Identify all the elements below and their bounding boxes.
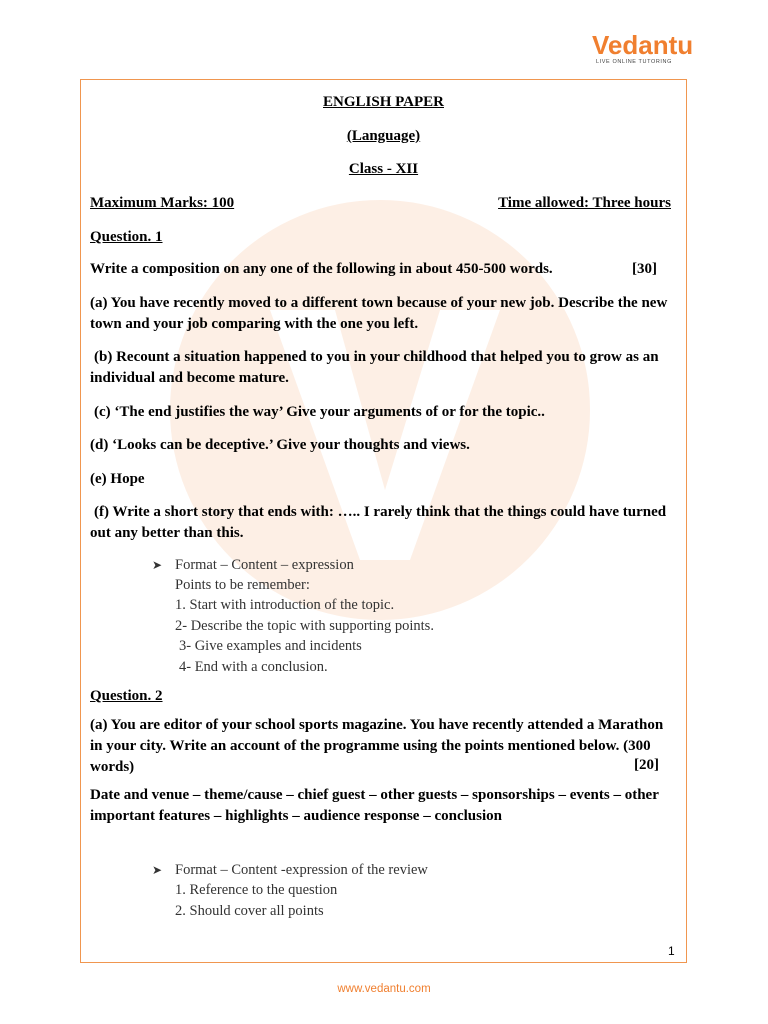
q1-marks: [30]: [632, 261, 657, 277]
paper-subtitle: (Language): [346, 128, 421, 144]
q2-note: 1. Reference to the question: [175, 882, 338, 898]
q1-option-a: (a) You have recently moved to a different town because of your new job. Describe the new town and your job comparing with the one you left.: [90, 295, 668, 332]
arrow-bullet-icon: ➤: [152, 558, 163, 572]
q1-option-f: (f) Write a short story that ends with: ….. I rarely think that the things could have turned out any better than this.: [90, 504, 667, 541]
q1-note: Format – Content – expression: [175, 557, 354, 573]
class-label: Class - XII: [348, 161, 419, 177]
footer-url[interactable]: www.vedantu.com: [337, 983, 431, 995]
q2-part-a: (a) You are editor of your school sports magazine. You have recently attended a Marathon in your city. Write an account of the programme using the points mentioned below. (300 words): [90, 717, 664, 775]
page-number: 1: [668, 944, 675, 958]
q1-note: Points to be remember:: [175, 577, 310, 593]
vedantu-logo: [592, 30, 694, 70]
q1-note: 1. Start with introduction of the topic.: [175, 597, 395, 613]
q1-option-d: (d) ‘Looks can be deceptive.’ Give your thoughts and views.: [90, 437, 470, 453]
question-1-heading: Question. 1: [90, 229, 163, 245]
q1-option-b: (b) Recount a situation happened to you in your childhood that helped you to grow as an individual and become mature.: [90, 349, 659, 386]
paper-title: ENGLISH PAPER: [323, 94, 444, 110]
question-2-heading: Question. 2: [90, 688, 163, 704]
q1-option-e: (e) Hope: [90, 471, 145, 487]
logo-wordmark: Vedantu: [592, 30, 694, 60]
q2-marks: [20]: [634, 757, 659, 773]
q1-note: 4- End with a conclusion.: [179, 659, 328, 675]
q2-points: Date and venue – theme/cause – chief guest – other guests – sponsorships – events – other important features – highlights – audience response – conclusion: [90, 787, 659, 824]
logo-tagline: LIVE ONLINE TUTORING: [596, 59, 672, 65]
q2-note: 2. Should cover all points: [175, 903, 324, 919]
arrow-bullet-icon: ➤: [152, 863, 163, 877]
q1-instruction: Write a composition on any one of the following in about 450-500 words.: [90, 261, 553, 277]
q2-note: Format – Content -expression of the review: [175, 862, 428, 878]
time-allowed: Time allowed: Three hours: [498, 195, 671, 211]
q1-note: 3- Give examples and incidents: [179, 638, 362, 654]
q1-note: 2- Describe the topic with supporting points.: [175, 618, 434, 634]
max-marks: Maximum Marks: 100: [90, 195, 235, 211]
q1-option-c: (c) ‘The end justifies the way’ Give your arguments of or for the topic..: [94, 404, 545, 420]
